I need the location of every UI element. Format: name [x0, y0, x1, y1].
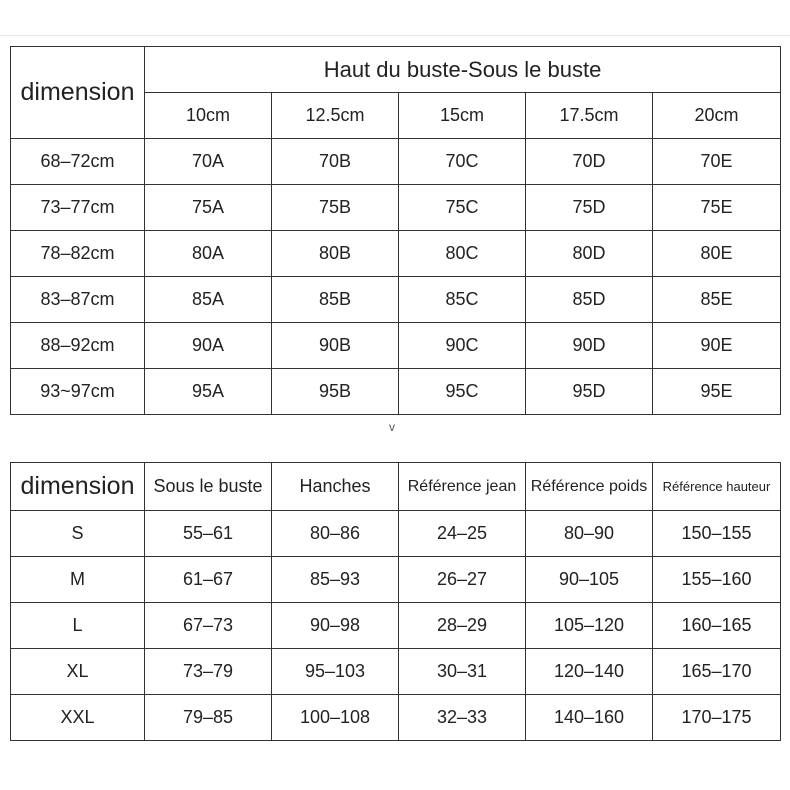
size-cell: 85A — [145, 277, 272, 323]
size-label: L — [11, 603, 145, 649]
bra-table-corner: dimension — [11, 47, 145, 139]
table-row — [11, 277, 781, 323]
range-cell: 68–72cm — [11, 139, 145, 185]
size-cell: 90A — [145, 323, 272, 369]
separator-mark: v — [389, 420, 395, 434]
size-cell: 80B — [272, 231, 399, 277]
value-cell: 165–170 — [653, 649, 781, 695]
range-cell: 93~97cm — [11, 369, 145, 415]
value-cell: 155–160 — [653, 557, 781, 603]
size-cell: 80E — [653, 231, 781, 277]
size-cell: 70D — [526, 139, 653, 185]
value-cell: 55–61 — [145, 511, 272, 557]
value-cell: 170–175 — [653, 695, 781, 741]
range-cell: 88–92cm — [11, 323, 145, 369]
column-header: Référence hauteur — [653, 463, 781, 511]
size-cell: 80D — [526, 231, 653, 277]
size-cell: 85B — [272, 277, 399, 323]
table-row — [11, 231, 781, 277]
value-cell: 150–155 — [653, 511, 781, 557]
value-cell: 120–140 — [526, 649, 653, 695]
table-row — [11, 695, 781, 741]
body-size-table — [10, 462, 781, 741]
bra-table-header: Haut du buste-Sous le buste — [145, 47, 781, 93]
value-cell: 90–98 — [272, 603, 399, 649]
size-cell: 85E — [653, 277, 781, 323]
value-cell: 160–165 — [653, 603, 781, 649]
size-cell: 75A — [145, 185, 272, 231]
value-cell: 85–93 — [272, 557, 399, 603]
size-cell: 80C — [399, 231, 526, 277]
value-cell: 67–73 — [145, 603, 272, 649]
size-table-corner: dimension — [11, 463, 145, 511]
table-row — [11, 185, 781, 231]
diff-header: 15cm — [399, 93, 526, 139]
value-cell: 100–108 — [272, 695, 399, 741]
value-cell: 26–27 — [399, 557, 526, 603]
diff-header: 12.5cm — [272, 93, 399, 139]
size-cell: 70C — [399, 139, 526, 185]
value-cell: 30–31 — [399, 649, 526, 695]
value-cell: 90–105 — [526, 557, 653, 603]
size-label: XXL — [11, 695, 145, 741]
column-header: Hanches — [272, 463, 399, 511]
table-row — [11, 511, 781, 557]
diff-header: 17.5cm — [526, 93, 653, 139]
table-row — [11, 369, 781, 415]
table-row — [11, 557, 781, 603]
size-label: S — [11, 511, 145, 557]
diff-header: 10cm — [145, 93, 272, 139]
size-cell: 95E — [653, 369, 781, 415]
size-cell: 90B — [272, 323, 399, 369]
value-cell: 80–86 — [272, 511, 399, 557]
value-cell: 79–85 — [145, 695, 272, 741]
size-cell: 90D — [526, 323, 653, 369]
size-cell: 75E — [653, 185, 781, 231]
column-header: Sous le buste — [145, 463, 272, 511]
range-cell: 73–77cm — [11, 185, 145, 231]
size-cell: 95B — [272, 369, 399, 415]
column-header: Référence poids — [526, 463, 653, 511]
size-cell: 90C — [399, 323, 526, 369]
range-cell: 78–82cm — [11, 231, 145, 277]
value-cell: 32–33 — [399, 695, 526, 741]
value-cell: 140–160 — [526, 695, 653, 741]
value-cell: 24–25 — [399, 511, 526, 557]
size-cell: 95C — [399, 369, 526, 415]
table-header-row — [11, 463, 781, 511]
size-cell: 85C — [399, 277, 526, 323]
size-cell: 75D — [526, 185, 653, 231]
table-row — [11, 649, 781, 695]
size-cell: 70E — [653, 139, 781, 185]
value-cell: 105–120 — [526, 603, 653, 649]
size-cell: 70A — [145, 139, 272, 185]
value-cell: 95–103 — [272, 649, 399, 695]
size-cell: 75B — [272, 185, 399, 231]
value-cell: 28–29 — [399, 603, 526, 649]
table-row — [11, 603, 781, 649]
value-cell: 61–67 — [145, 557, 272, 603]
table-row — [11, 139, 781, 185]
size-cell: 85D — [526, 277, 653, 323]
top-divider — [0, 35, 790, 36]
size-cell: 70B — [272, 139, 399, 185]
size-cell: 75C — [399, 185, 526, 231]
size-label: M — [11, 557, 145, 603]
value-cell: 80–90 — [526, 511, 653, 557]
bra-size-table — [10, 46, 781, 415]
value-cell: 73–79 — [145, 649, 272, 695]
size-cell: 95D — [526, 369, 653, 415]
size-cell: 90E — [653, 323, 781, 369]
diff-header: 20cm — [653, 93, 781, 139]
column-header: Référence jean — [399, 463, 526, 511]
size-label: XL — [11, 649, 145, 695]
size-cell: 80A — [145, 231, 272, 277]
range-cell: 83–87cm — [11, 277, 145, 323]
size-cell: 95A — [145, 369, 272, 415]
table-row — [11, 323, 781, 369]
